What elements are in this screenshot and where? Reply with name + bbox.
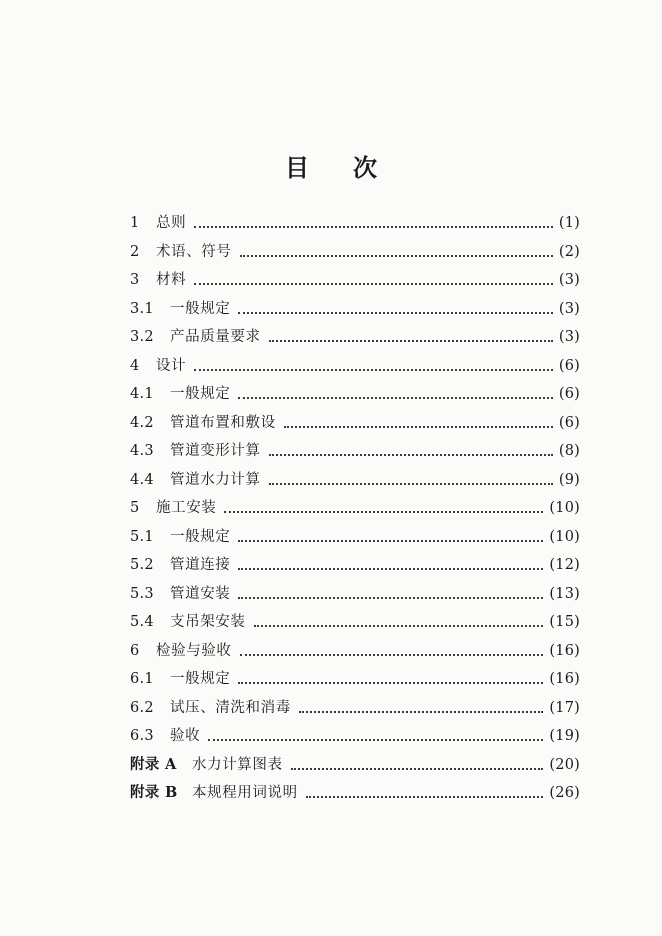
toc-entry-number: 4.2 (130, 414, 154, 431)
toc-entry-title: 一般规定 (170, 528, 231, 545)
title-char-ci: 次 (353, 153, 377, 182)
toc-entry-page: (15) (549, 614, 580, 630)
toc-entry-4-4[interactable] (130, 468, 580, 492)
toc-entry-page: (8) (558, 443, 580, 459)
toc-entry-title: 管道连接 (170, 557, 231, 573)
toc-entry-page: (17) (549, 699, 580, 716)
toc-entry-page: (13) (549, 585, 580, 602)
toc-entry-number: 2 (130, 243, 140, 260)
toc-entry-number: 5.4 (130, 614, 154, 630)
toc-entry-number: 1 (130, 215, 140, 231)
toc-dot-leader (291, 768, 544, 770)
toc-entry-number: 5 (130, 500, 140, 516)
toc-entry-title: 验收 (170, 728, 201, 744)
toc-entry-6-3[interactable] (130, 724, 580, 748)
toc-entry-title: 一般规定 (170, 671, 231, 687)
toc-dot-leader (269, 454, 553, 456)
toc-entry-4-3[interactable] (130, 439, 580, 463)
toc-dot-leader (238, 597, 543, 599)
toc-entry-4-2[interactable] (130, 411, 580, 435)
toc-entry-title: 管道变形计算 (170, 443, 261, 459)
toc-entry-title: 管道水力计算 (170, 471, 261, 488)
toc-entry-6-2[interactable] (130, 696, 580, 720)
toc-entry-5[interactable] (130, 496, 580, 520)
toc-entry-page: (1) (558, 215, 580, 231)
toc-entry-number: 5.2 (130, 557, 154, 573)
toc-entry-number: 5.1 (130, 528, 154, 545)
toc-entry-3-1[interactable] (130, 297, 580, 321)
toc-dot-leader (238, 568, 543, 570)
toc-dot-leader (238, 682, 543, 684)
toc-entry-page: (3) (558, 300, 580, 317)
toc-dot-leader (238, 540, 543, 542)
toc-entry-number: 附录 A (130, 755, 177, 773)
toc-entry-number: 4.3 (130, 443, 154, 459)
toc-entry-6-1[interactable] (130, 667, 580, 691)
toc-entry-number: 6.3 (130, 728, 154, 744)
toc-entry-page: (10) (549, 500, 580, 516)
toc-entry-page: (9) (558, 471, 580, 488)
toc-dot-leader (194, 226, 553, 228)
toc-entry-title: 水力计算图表 (192, 756, 283, 773)
toc-dot-leader (194, 369, 553, 371)
toc-entry-5-1[interactable] (130, 525, 580, 549)
toc-entry-page: (26) (549, 785, 580, 801)
toc-entry-title: 试压、清洗和消毒 (170, 699, 291, 716)
toc-entry-6[interactable] (130, 639, 580, 663)
toc-entry-3[interactable] (130, 268, 580, 292)
toc-dot-leader (238, 312, 552, 314)
toc-dot-leader (306, 796, 544, 798)
toc-dot-leader (240, 255, 553, 257)
toc-entry-page: (19) (549, 728, 580, 744)
toc-dot-leader (240, 654, 544, 656)
toc-entry-appendix-a[interactable] (130, 753, 580, 777)
toc-entry-number: 5.3 (130, 585, 154, 602)
toc-entry-title: 一般规定 (170, 386, 231, 402)
toc-entry-number: 3 (130, 272, 140, 288)
toc-entry-title: 支吊架安装 (170, 614, 246, 630)
toc-entry-1[interactable] (130, 211, 580, 235)
toc-entry-number: 4 (130, 357, 140, 374)
toc-entry-page: (3) (558, 272, 580, 288)
toc-entry-title: 材料 (156, 272, 187, 288)
toc-dot-leader (208, 739, 543, 741)
toc-entry-page: (10) (549, 528, 580, 545)
toc-dot-leader (224, 511, 543, 513)
toc-entry-title: 总则 (156, 215, 187, 231)
toc-entry-2[interactable] (130, 240, 580, 264)
toc-entry-number: 3.1 (130, 300, 154, 317)
title-char-mu: 目 (285, 153, 309, 182)
toc-entry-appendix-b[interactable] (130, 781, 580, 805)
toc-entry-page: (6) (558, 414, 580, 431)
toc-entry-page: (20) (549, 756, 580, 773)
toc-entry-title: 一般规定 (170, 300, 231, 317)
toc-dot-leader (269, 483, 553, 485)
toc-entry-title: 管道布置和敷设 (170, 414, 276, 431)
toc-dot-leader (194, 283, 553, 285)
toc-entry-title: 设计 (156, 357, 187, 374)
toc-dot-leader (238, 397, 552, 399)
toc-dot-leader (299, 711, 544, 713)
toc-entry-5-4[interactable] (130, 610, 580, 634)
toc-entry-3-2[interactable] (130, 325, 580, 349)
toc-entry-title: 术语、符号 (156, 243, 232, 260)
toc-entry-number: 6.1 (130, 671, 154, 687)
toc-entry-title: 管道安装 (170, 585, 231, 602)
toc-entry-title: 检验与验收 (156, 642, 232, 659)
toc-dot-leader (284, 426, 553, 428)
toc-entry-5-2[interactable] (130, 553, 580, 577)
toc-entry-number: 附录 B (130, 784, 178, 801)
toc-entry-page: (12) (549, 557, 580, 573)
toc-entry-number: 6.2 (130, 699, 154, 716)
toc-entry-number: 4.1 (130, 386, 154, 402)
toc-entry-5-3[interactable] (130, 582, 580, 606)
page-title (0, 148, 662, 182)
toc-entry-page: (6) (558, 357, 580, 374)
toc-entry-page: (3) (558, 329, 580, 345)
toc-entry-page: (16) (549, 642, 580, 659)
toc-entry-page: (6) (558, 386, 580, 402)
toc-dot-leader (269, 340, 553, 342)
toc-entry-4-1[interactable] (130, 382, 580, 406)
toc-entry-number: 4.4 (130, 471, 154, 488)
toc-dot-leader (254, 625, 544, 627)
toc-entry-title: 本规程用词说明 (192, 785, 298, 801)
toc-entry-title: 产品质量要求 (170, 329, 261, 345)
toc-entry-title: 施工安装 (156, 500, 217, 516)
toc-entry-number: 6 (130, 642, 140, 659)
toc-entry-page: (16) (549, 671, 580, 687)
toc-entry-4[interactable] (130, 354, 580, 378)
toc-entry-page: (2) (558, 243, 580, 260)
toc-entry-number: 3.2 (130, 329, 154, 345)
